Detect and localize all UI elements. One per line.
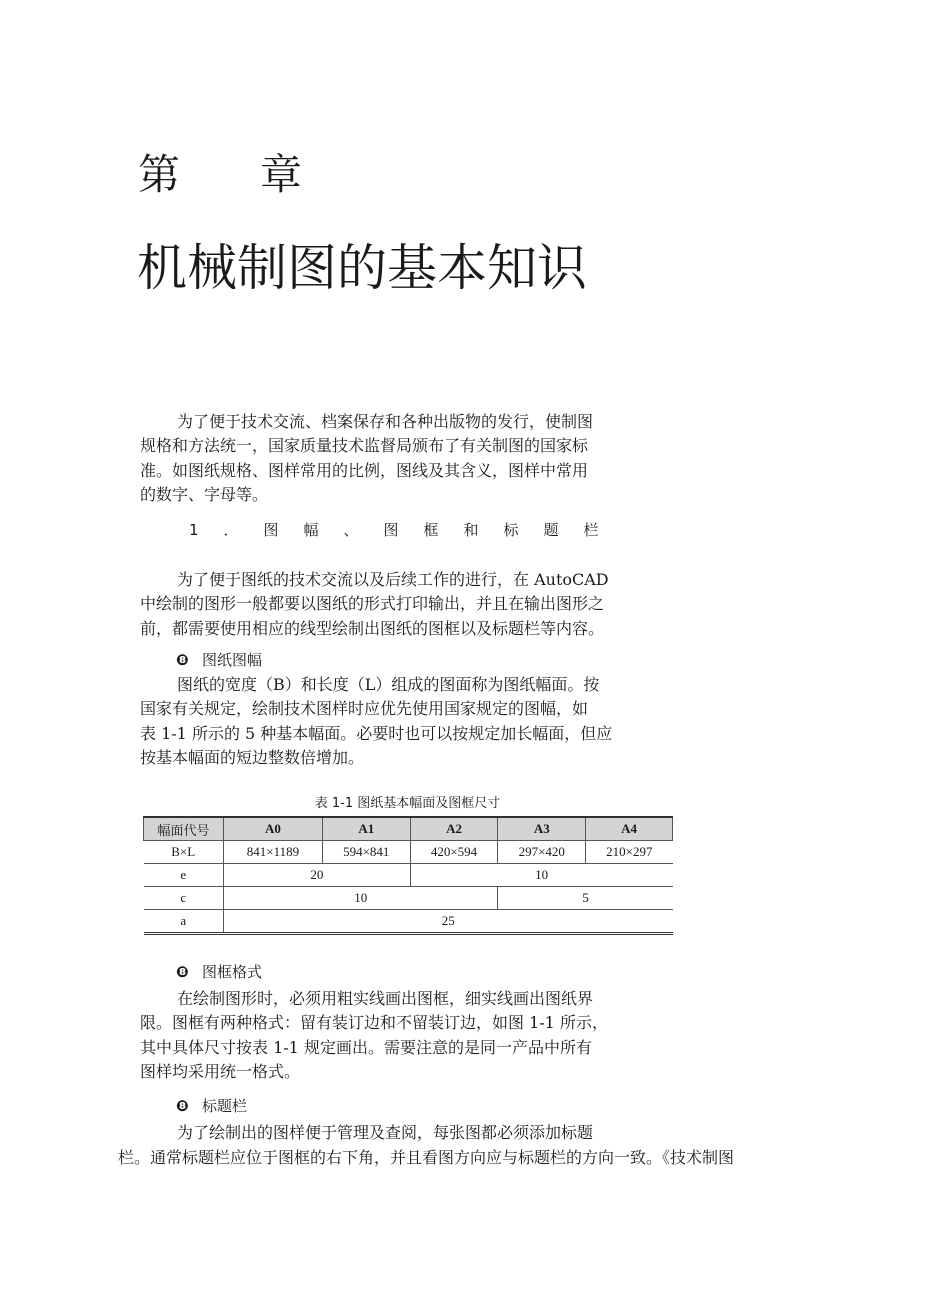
- table-cell: 10: [224, 887, 498, 910]
- table-cell: B×L: [144, 841, 224, 864]
- paper-size-table: [143, 816, 673, 935]
- table-header-cell: A3: [498, 817, 586, 841]
- text-line: 栏。通常标题栏应位于图框的右下角，并且看图方向应与标题栏的方向一致。《技术制图: [118, 1148, 735, 1167]
- text-line: 其中具体尺寸按表 1-1 规定画出。需要注意的是同一产品中所有: [140, 1037, 592, 1057]
- frame-format-paragraph: [140, 987, 660, 1085]
- text-line: 图样均采用统一格式。: [140, 1062, 301, 1082]
- subheading-label: 图框格式: [202, 963, 263, 981]
- subheading-frame-format: [176, 961, 262, 982]
- table-caption: 表 1-1 图纸基本幅面及图框尺寸: [314, 796, 501, 811]
- table-cell: 210×297: [586, 841, 673, 864]
- section-paragraph: [140, 568, 660, 641]
- table-header-cell: A0: [224, 817, 323, 841]
- subheading-label: 图纸图幅: [202, 651, 263, 669]
- table-cell: 297×420: [498, 841, 586, 864]
- table-cell: 10: [410, 864, 672, 887]
- table-cell: 25: [224, 910, 673, 934]
- bullet-icon: ❽: [176, 651, 189, 669]
- subheading-title-block: [176, 1095, 247, 1116]
- table-cell: a: [144, 910, 224, 934]
- section-heading: 1．图幅、图框和标题栏: [189, 521, 624, 539]
- table-cell: 420×594: [410, 841, 498, 864]
- table-cell: 20: [224, 864, 411, 887]
- text-line: 的数字、字母等。: [140, 485, 269, 505]
- chapter-heading: [138, 142, 302, 202]
- table-cell: 594×841: [322, 841, 410, 864]
- text-line: 表 1-1 所示的 5 种基本幅面。必要时也可以按规定加长幅面，但应: [140, 723, 613, 743]
- title-block-paragraph: [140, 1121, 660, 1145]
- text-line: 在绘制图形时，必须用粗实线画出图框，细实线画出图纸界: [177, 989, 594, 1008]
- text-line: 图纸的宽度（B）和长度（L）组成的图面称为图纸幅面。按: [177, 675, 600, 694]
- bullet-icon: ❽: [176, 1097, 189, 1115]
- text-line: 为了便于技术交流、档案保存和各种出版物的发行，使制图: [177, 412, 594, 431]
- chapter-title: 机械制图的基本知识: [137, 239, 587, 297]
- text-line: 中绘制的图形一般都要以图纸的形式打印输出，并且在输出图形之: [140, 594, 605, 614]
- table-row: [144, 864, 673, 887]
- text-line: 规格和方法统一，国家质量技术监督局颁布了有关制图的国家标: [140, 436, 589, 456]
- text-line: 按基本幅面的短边整数倍增加。: [140, 748, 365, 768]
- text-line: 为了便于图纸的技术交流以及后续工作的进行，在 AutoCAD: [177, 570, 609, 589]
- intro-paragraph: [140, 410, 660, 508]
- text-line: 准。如图纸规格、图样常用的比例，图线及其含义，图样中常用: [140, 460, 589, 480]
- text-line: 前，都需要使用相应的线型绘制出图纸的图框以及标题栏等内容。: [140, 618, 605, 638]
- table-header-row: [144, 817, 673, 841]
- table-header-cell: A1: [322, 817, 410, 841]
- table-header-cell: A4: [586, 817, 673, 841]
- subheading-paper-size: [176, 649, 262, 670]
- table-row: [144, 887, 673, 910]
- chapter-word-1: 第: [138, 150, 181, 199]
- chapter-word-2: 章: [260, 150, 303, 199]
- table-cell: 841×1189: [224, 841, 323, 864]
- table-row: [144, 910, 673, 934]
- bullet-icon: ❽: [176, 963, 189, 981]
- table-row: [144, 841, 673, 864]
- text-line: 为了绘制出的图样便于管理及查阅，每张图都必须添加标题: [177, 1123, 594, 1142]
- table-cell: e: [144, 864, 224, 887]
- paper-size-paragraph: [140, 673, 660, 771]
- table-header-cell: A2: [410, 817, 498, 841]
- text-line: 限。图框有两种格式：留有装订边和不留装订边，如图 1-1 所示，: [140, 1013, 608, 1033]
- table-cell: c: [144, 887, 224, 910]
- table-header-cell: 幅面代号: [144, 817, 224, 841]
- table-cell: 5: [498, 887, 673, 910]
- text-line: 国家有关规定，绘制技术图样时应优先使用国家规定的图幅，如: [140, 699, 589, 719]
- subheading-label: 标题栏: [202, 1097, 248, 1115]
